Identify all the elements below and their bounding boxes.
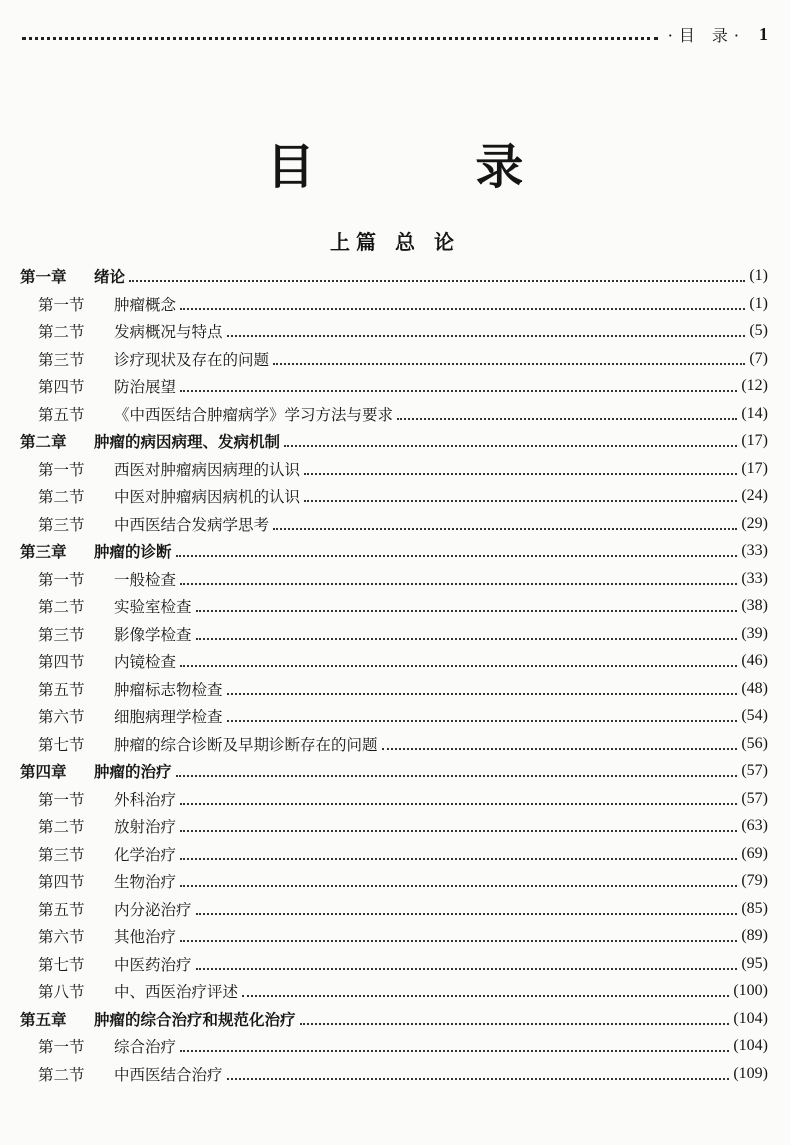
toc-section-row	[0, 290, 790, 318]
toc-entry-label: 第二节	[38, 818, 85, 836]
toc-entry-label: 第八节	[38, 983, 85, 1001]
toc-entry-label: 第四节	[38, 378, 85, 396]
toc-entry-label: 第五章	[20, 1010, 67, 1029]
toc-entry-title: 肿瘤的综合诊断及早期诊断存在的问题	[114, 735, 378, 754]
toc-page-number: (38)	[741, 597, 768, 614]
toc-page-number: (69)	[741, 844, 768, 862]
toc-entry-label: 第三节	[38, 625, 85, 644]
toc-leader-dots	[196, 913, 737, 915]
toc-section-row	[0, 702, 790, 730]
toc-entry-label: 第四节	[38, 873, 85, 891]
toc-entry-title: 中医药治疗	[114, 955, 192, 974]
toc-entry-label: 第二节	[38, 323, 85, 341]
toc-leader-dots	[196, 638, 737, 640]
toc-entry-title: 肿瘤的病因病理、发病机制	[94, 433, 281, 451]
toc-entry-label: 第七节	[38, 735, 85, 754]
toc-entry-label: 第七节	[38, 955, 85, 974]
toc-page-number: (39)	[741, 624, 768, 642]
toc-page-number: (104)	[733, 1037, 768, 1054]
toc-leader-dots	[227, 693, 737, 695]
toc-entry-label: 第二节	[38, 488, 85, 506]
toc-chapter-row	[0, 427, 790, 455]
toc-entry-title: 中西医结合发病学思考	[114, 515, 270, 534]
toc-page-number: (57)	[741, 789, 768, 807]
toc-entry-title: 外科治疗	[114, 790, 177, 809]
toc-leader-dots	[180, 858, 737, 860]
toc-entry-label: 第一节	[38, 570, 85, 589]
toc-entry-label: 第五节	[38, 900, 85, 919]
toc-entry-label: 第三节	[38, 350, 85, 369]
toc-leader-dots	[196, 610, 737, 612]
toc-leader-dots	[180, 665, 737, 667]
toc-entry-title: 内分泌治疗	[114, 900, 192, 919]
toc-chapter-row	[0, 262, 790, 290]
toc-page-number: (24)	[741, 487, 768, 504]
toc-section-row	[0, 482, 790, 510]
toc-leader-dots	[227, 335, 745, 337]
toc-leader-dots	[180, 830, 737, 832]
toc-page-number: (7)	[749, 349, 768, 367]
toc-section-row	[0, 1060, 790, 1088]
toc-entry-title: 肿瘤标志物检查	[114, 680, 223, 699]
toc-section-row	[0, 867, 790, 895]
toc-entry-title: 防治展望	[114, 378, 177, 396]
toc-section-row	[0, 785, 790, 813]
running-header	[22, 18, 768, 50]
toc-entry-title: 生物治疗	[114, 873, 177, 891]
toc-entry-title: 化学治疗	[114, 845, 177, 864]
toc-section-row	[0, 455, 790, 483]
toc-leader-dots	[382, 748, 737, 750]
toc-section-row	[0, 372, 790, 400]
toc-leader-dots	[227, 720, 737, 722]
toc-entry-label: 第四章	[20, 763, 67, 781]
page-title: 目 录	[266, 139, 596, 195]
toc-leader-dots	[304, 473, 737, 475]
toc-entry-title: 影像学检查	[114, 625, 192, 644]
toc-leader-dots	[273, 363, 745, 365]
toc-entry-label: 第三章	[20, 543, 67, 561]
toc-leader-dots	[180, 390, 737, 392]
toc-leader-dots	[176, 555, 737, 557]
toc-entry-title: 中、西医治疗评述	[114, 983, 239, 1001]
toc-section-row	[0, 565, 790, 593]
toc-section-row	[0, 592, 790, 620]
toc-leader-dots	[397, 418, 737, 420]
toc-section-row	[0, 510, 790, 538]
toc-entry-label: 第五节	[38, 405, 85, 424]
toc-page-number: (33)	[741, 569, 768, 587]
toc-leader-dots	[304, 500, 737, 502]
toc-section-row	[0, 840, 790, 868]
toc-entry-title: 其他治疗	[114, 928, 177, 946]
toc-page-number: (109)	[733, 1064, 768, 1082]
toc-chapter-row	[0, 757, 790, 785]
toc-page-number: (33)	[741, 542, 768, 559]
toc-leader-dots	[180, 803, 737, 805]
toc-section-row	[0, 317, 790, 345]
toc-entry-label: 第一节	[38, 790, 85, 809]
header-page-number: 1	[759, 23, 768, 44]
toc-entry-label: 第二节	[38, 1065, 85, 1084]
toc-page-number: (46)	[741, 652, 768, 669]
toc-page-number: (85)	[741, 899, 768, 917]
toc-leader-dots	[180, 1050, 729, 1052]
toc-entry-title: 中西医结合治疗	[114, 1065, 223, 1084]
toc-entry-label: 第一章	[20, 268, 67, 286]
toc-page-number: (29)	[741, 514, 768, 532]
toc-entry-title: 发病概况与特点	[114, 323, 223, 341]
toc-leader-dots	[273, 528, 737, 530]
toc-section-row	[0, 895, 790, 923]
toc-chapter-row	[0, 1005, 790, 1033]
toc-leader-dots	[300, 1023, 729, 1025]
toc-section-row	[0, 812, 790, 840]
toc-entry-title: 一般检查	[114, 570, 177, 589]
toc-entry-title: 细胞病理学检查	[114, 708, 223, 726]
toc-chapter-row	[0, 537, 790, 565]
toc-leader-dots	[180, 583, 737, 585]
toc-section-row	[0, 730, 790, 758]
toc-entry-title: 放射治疗	[114, 818, 177, 836]
header-dotted-rule	[22, 37, 658, 40]
toc-leader-dots	[242, 995, 729, 997]
toc-entry-label: 第三节	[38, 515, 85, 534]
toc-entry-label: 第一节	[38, 460, 85, 479]
toc-page-number: (1)	[749, 267, 768, 284]
toc-page-number: (54)	[741, 707, 768, 724]
toc-entry-label: 第四节	[38, 653, 85, 671]
toc-page-number: (95)	[741, 954, 768, 972]
toc-page-number: (104)	[733, 1009, 768, 1027]
toc-section-row	[0, 1032, 790, 1060]
toc-entry-title: 肿瘤的治疗	[94, 763, 172, 781]
toc-section-row	[0, 647, 790, 675]
toc-leader-dots	[180, 885, 737, 887]
toc-entry-title: 实验室检查	[114, 598, 192, 616]
toc-leader-dots	[129, 280, 745, 282]
toc-page-number: (12)	[741, 377, 768, 394]
toc-entry-label: 第三节	[38, 845, 85, 864]
toc-entry-title: 内镜检查	[114, 653, 177, 671]
toc-entry-label: 第一节	[38, 295, 85, 314]
toc-section-row	[0, 922, 790, 950]
toc-section-row	[0, 977, 790, 1005]
toc-page-number: (14)	[741, 404, 768, 422]
toc-entry-title: 肿瘤的诊断	[94, 543, 172, 561]
toc-section-row	[0, 345, 790, 373]
toc-page-number: (17)	[741, 459, 768, 477]
toc-leader-dots	[176, 775, 737, 777]
toc-section-row	[0, 620, 790, 648]
toc-leader-dots	[180, 940, 737, 942]
toc-page-number: (100)	[733, 982, 768, 999]
toc-page-number: (79)	[741, 872, 768, 889]
toc-entry-title: 肿瘤的综合治疗和规范化治疗	[94, 1010, 296, 1029]
toc-entry-label: 第二节	[38, 598, 85, 616]
toc-leader-dots	[284, 445, 737, 447]
toc-entry-title: 绪论	[94, 268, 126, 286]
toc-entry-label: 第六节	[38, 708, 85, 726]
toc-section-row	[0, 950, 790, 978]
toc-entry-label: 第五节	[38, 680, 85, 699]
toc-page-number: (89)	[741, 927, 768, 944]
toc-entry-label: 第二章	[20, 433, 67, 451]
toc-page-number: (63)	[741, 817, 768, 834]
toc-entry-title: 中医对肿瘤病因病机的认识	[114, 488, 301, 506]
toc-entry-title: 肿瘤概念	[114, 295, 177, 314]
toc-entry-label: 第六节	[38, 928, 85, 946]
toc-section-row	[0, 675, 790, 703]
toc-leader-dots	[196, 968, 737, 970]
toc-entry-title: 《中西医结合肿瘤病学》学习方法与要求	[114, 405, 394, 424]
toc-page-number: (1)	[749, 294, 768, 312]
toc-entry-label: 第一节	[38, 1038, 85, 1056]
toc-page-number: (57)	[741, 762, 768, 779]
toc-page-number: (48)	[741, 679, 768, 697]
toc-entry-title: 综合治疗	[114, 1038, 177, 1056]
toc-entry-title: 诊疗现状及存在的问题	[114, 350, 270, 369]
header-label: ·目 录·	[667, 25, 745, 45]
toc-entry-title: 西医对肿瘤病因病理的认识	[114, 460, 301, 479]
toc-page-number: (5)	[749, 322, 768, 339]
toc-page-number: (17)	[741, 432, 768, 449]
toc-page-number: (56)	[741, 734, 768, 752]
part-title: 上篇 总 论	[330, 230, 460, 254]
toc-section-row	[0, 400, 790, 428]
toc-leader-dots	[227, 1078, 729, 1080]
toc-leader-dots	[180, 308, 745, 310]
